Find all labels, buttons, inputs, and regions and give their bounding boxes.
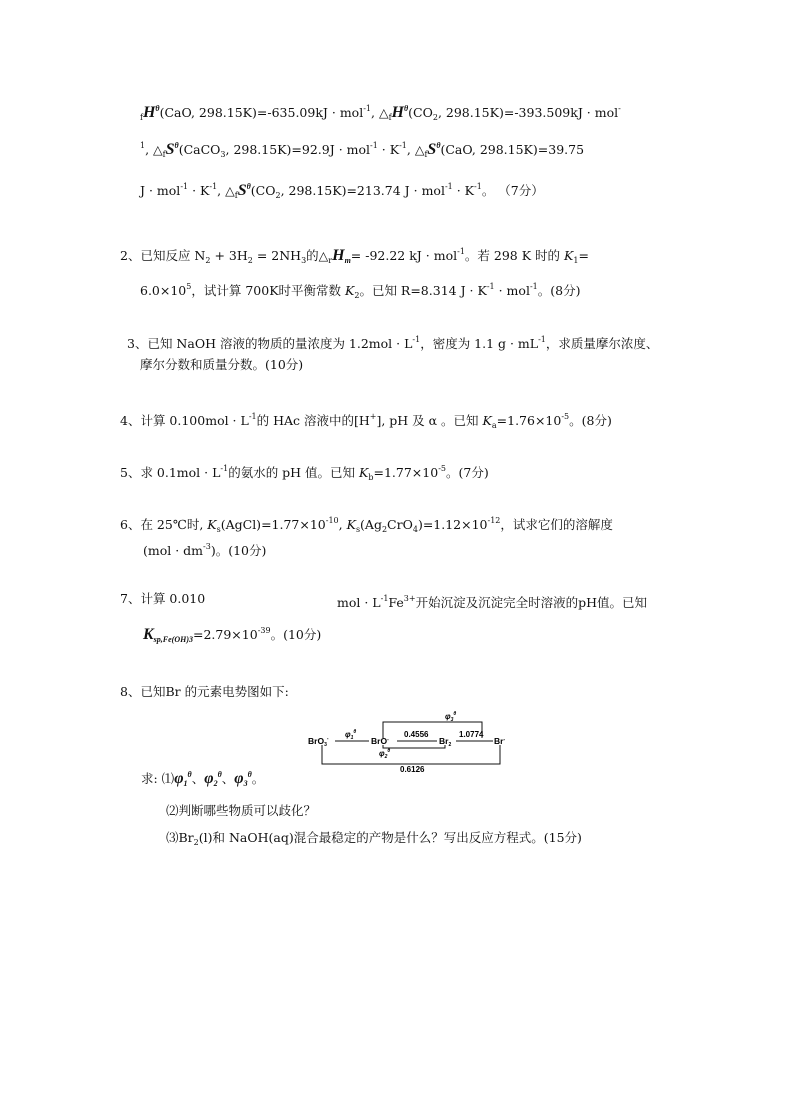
text: ，求质量摩尔浓度、 <box>545 336 659 351</box>
subscript: 2 <box>213 779 218 788</box>
score: 。 （7分） <box>481 183 544 198</box>
standard-mark: θ <box>404 104 409 113</box>
unit: · K <box>188 183 210 198</box>
standard-mark: θ <box>174 141 179 150</box>
thermo-line-1 <box>140 100 621 127</box>
text: 开始沉淀及沉淀完全时溶液的pH值。已知 <box>415 595 647 610</box>
text: 摩尔分数和质量分数。(10分) <box>140 357 304 372</box>
text: 。(8分) <box>537 283 581 298</box>
constant-symbol: K <box>359 465 369 480</box>
subscript: 3 <box>243 779 248 788</box>
exponent: -1 <box>529 282 538 291</box>
text: ], pH 及 α 。已知 <box>376 413 483 428</box>
exponent: -1 <box>486 282 495 291</box>
subscript: 2 <box>381 525 388 534</box>
exponent: -1 <box>248 412 257 421</box>
text: )。(10分) <box>210 543 267 558</box>
text: 求: ⑴ <box>141 771 175 786</box>
subscript: 2 <box>205 256 211 265</box>
text: =1.77×10 <box>373 465 439 480</box>
exponent: -10 <box>325 516 339 525</box>
co2-enthalpy: (CO <box>408 105 433 120</box>
text: =1.76×10 <box>496 413 562 428</box>
phi-symbol: φ <box>174 770 184 787</box>
subscript: 3 <box>301 256 307 265</box>
text: = 2NH <box>252 248 302 263</box>
text: 2、已知反应 N <box>120 248 206 263</box>
subscript: 2 <box>354 291 360 300</box>
subscript: b <box>368 473 374 482</box>
entropy-symbol: S <box>237 182 247 199</box>
species-br: Br- <box>494 736 506 746</box>
text: (Ag <box>360 517 382 532</box>
text: ⑶Br <box>166 830 194 845</box>
text: )=1.12×10 <box>417 517 488 532</box>
caco3-entropy: (CaCO <box>178 142 221 157</box>
co2-entropy-value: , 298.15K)=213.74 J · mol <box>280 183 445 198</box>
question-7-line-2 <box>143 622 321 649</box>
question-3-line-1 <box>127 331 658 353</box>
exponent: + <box>369 412 377 421</box>
co2-entropy: (CO <box>250 183 276 198</box>
co2-enthalpy-value: , 298.15K)=-393.509kJ · mol <box>437 105 619 120</box>
question-3-line-2 <box>140 356 303 374</box>
question-2-line-1 <box>120 243 589 270</box>
question-7-line-1b <box>337 590 647 612</box>
standard-mark: θ <box>217 770 222 779</box>
text: + 3H <box>210 248 248 263</box>
exponent: -1 <box>380 594 389 603</box>
subscript: f <box>234 191 238 200</box>
subscript: f <box>162 150 166 159</box>
subscript: m <box>344 256 351 265</box>
exponent: -12 <box>487 516 501 525</box>
text: · mol <box>494 283 530 298</box>
exponent: - <box>618 104 621 113</box>
separator: 、 <box>191 771 205 786</box>
value-2: 0.4556 <box>404 730 429 739</box>
text: 。若 298 K 时的 <box>464 248 564 263</box>
text: Fe <box>388 595 404 610</box>
mid-bracket <box>383 745 445 748</box>
value-bottom: 0.6126 <box>400 765 425 774</box>
exponent: -1 <box>220 464 229 473</box>
text: ⑵判断哪些物质可以歧化？ <box>166 803 317 818</box>
exponent: 1 <box>140 141 146 150</box>
subscript: 4 <box>412 525 418 534</box>
exponent: -1 <box>538 335 546 344</box>
subscript: 2 <box>275 191 281 200</box>
constant-symbol: K <box>482 413 492 428</box>
subscript: 3 <box>220 150 226 159</box>
question-8-line-2 <box>166 802 316 820</box>
standard-mark: θ <box>247 770 252 779</box>
text: 6.0×10 <box>140 283 187 298</box>
question-8-ask <box>141 766 264 793</box>
exponent: -1 <box>209 182 218 191</box>
exponent: -1 <box>457 247 465 256</box>
question-8-line-3 <box>166 829 582 852</box>
exponent: -1 <box>399 141 407 150</box>
unit: J · mol <box>140 183 181 198</box>
question-7-line-1a <box>120 590 205 608</box>
subscript: r <box>328 256 333 265</box>
text: ，试计算 700K时平衡常数 <box>191 283 346 298</box>
exponent: -39 <box>257 626 271 635</box>
value-phi1: $\varphi_1^\theta$ <box>345 729 357 741</box>
subscript: 1 <box>573 256 579 265</box>
separator: , △ <box>145 142 163 157</box>
text: = -92.22 kJ · mol <box>350 248 458 263</box>
species-bro: BrO- <box>371 736 389 746</box>
enthalpy-symbol: H <box>391 104 404 121</box>
exponent: -1 <box>444 182 453 191</box>
subscript: 1 <box>183 779 188 788</box>
constant-symbol: K <box>143 626 154 643</box>
text: 8、已知Br 的元素电势图如下: <box>120 684 289 699</box>
subscript: sp,Fe(OH)3 <box>153 635 193 644</box>
top-label: $\varphi_3^\theta$ <box>445 711 457 723</box>
text: , <box>338 517 347 532</box>
constant-symbol: K <box>345 283 355 298</box>
thermo-line-3 <box>140 178 544 205</box>
caco3-entropy-value: , 298.15K)=92.9J · mol <box>225 142 371 157</box>
constant-symbol: K <box>207 517 217 532</box>
text: 。(7分) <box>445 465 489 480</box>
exponent: -5 <box>561 412 570 421</box>
text: 3、已知 NaOH 溶液的物质的量浓度为 1.2mol · L <box>127 336 413 351</box>
text: 7、计算 0.010 <box>120 591 206 606</box>
unit: · K <box>377 142 400 157</box>
subscript: s <box>355 525 361 534</box>
text: 。 <box>251 771 265 786</box>
species-br2: $Br_2$ <box>439 736 452 748</box>
constant-symbol: K <box>346 517 356 532</box>
text: mol · L <box>337 595 381 610</box>
cao-entropy: (CaO, 298.15K)=39.75 <box>440 142 585 157</box>
question-4 <box>120 408 612 435</box>
unit: · K <box>452 183 475 198</box>
separator: , △ <box>406 142 425 157</box>
potential-diagram <box>305 708 520 776</box>
question-6-line-1 <box>120 512 613 539</box>
text: 6、在 25℃时, <box>120 517 208 532</box>
constant-symbol: K <box>564 248 574 263</box>
enthalpy-symbol: H <box>142 104 156 121</box>
standard-mark: θ <box>436 141 441 150</box>
separator: , △ <box>217 183 235 198</box>
text: (l)和 NaOH(aq)混合最稳定的产物是什么？写出反应方程式。(15分) <box>198 830 582 845</box>
text: 。(10分) <box>270 627 322 642</box>
text: 4、计算 0.100mol · L <box>120 413 249 428</box>
text: 。(8分) <box>569 413 612 428</box>
text: 的氨水的 pH 值。已知 <box>228 465 360 480</box>
question-5 <box>120 460 489 487</box>
text: ，试求它们的溶解度 <box>500 517 613 532</box>
text: = <box>578 248 589 263</box>
text: (AgCl)=1.77×10 <box>220 517 326 532</box>
separator: 、 <box>221 771 235 786</box>
exponent: -1 <box>412 335 421 344</box>
text: 5、求 0.1mol · L <box>120 465 221 480</box>
subscript: f <box>388 113 392 122</box>
text: 的 HAc 溶液中的[H <box>256 413 370 428</box>
text: ，密度为 1.1 g · mL <box>420 336 539 351</box>
question-6-line-2 <box>143 538 266 560</box>
exponent: -1 <box>370 141 378 150</box>
subscript: 2 <box>247 256 253 265</box>
question-2-line-2 <box>140 278 580 305</box>
subscript: 2 <box>432 113 438 122</box>
standard-mark: θ <box>187 770 192 779</box>
text: (mol · dm <box>143 543 204 558</box>
text: CrO <box>387 517 413 532</box>
value-phi2: $\varphi_2^\theta$ <box>379 748 391 760</box>
separator: , △ <box>371 105 389 120</box>
subscript: f <box>424 150 428 159</box>
text: 。已知 R=8.314 J · K <box>359 283 487 298</box>
subscript: a <box>491 421 497 430</box>
species-bro3: BrO$_3$- <box>308 736 329 748</box>
exponent: 5 <box>186 282 192 291</box>
subscript: f <box>140 113 143 122</box>
standard-mark: θ <box>155 104 160 113</box>
entropy-symbol: S <box>165 141 175 158</box>
question-8-line-1 <box>120 683 289 701</box>
subscript: 2 <box>193 838 199 847</box>
value-3: 1.0774 <box>459 730 484 739</box>
entropy-symbol: S <box>427 141 437 158</box>
text: 的△ <box>306 248 329 263</box>
exponent: -1 <box>474 182 482 191</box>
text: =2.79×10 <box>193 627 258 642</box>
cao-enthalpy: (CaO, 298.15K)=-635.09kJ · mol <box>159 105 364 120</box>
exponent: -1 <box>363 104 372 113</box>
exponent: -5 <box>438 464 446 473</box>
standard-mark: θ <box>246 182 251 191</box>
subscript: s <box>216 525 221 534</box>
phi-symbol: φ <box>204 770 214 787</box>
enthalpy-symbol: H <box>332 247 345 264</box>
exponent: 3+ <box>403 594 416 603</box>
exponent: -3 <box>203 542 211 551</box>
phi-symbol: φ <box>234 770 244 787</box>
exponent: -1 <box>180 182 189 191</box>
thermo-line-2 <box>140 137 584 164</box>
